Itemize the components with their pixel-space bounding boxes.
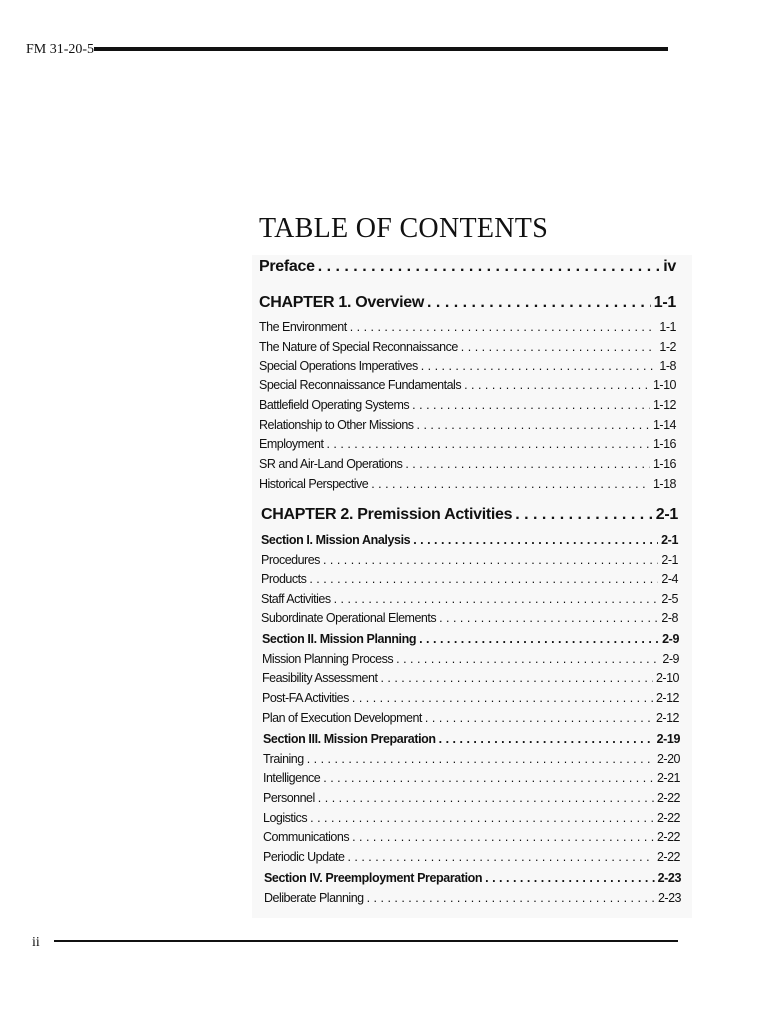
toc-entry-title: Periodic Update [263, 850, 345, 864]
toc-entry-page: 1-14 [652, 418, 676, 432]
toc-entry-row [259, 320, 676, 334]
toc-entry-title: Section III. Mission Preparation [263, 732, 436, 746]
toc-entry-title: Subordinate Operational Elements [261, 611, 437, 625]
toc-entry-title: Relationship to Other Missions [259, 418, 414, 432]
dot-leader [485, 871, 654, 885]
toc-entry-row [259, 378, 676, 392]
toc-entry-title: CHAPTER 1. Overview [259, 294, 425, 311]
toc-entry-page: 2-12 [655, 711, 679, 725]
dot-leader [310, 811, 654, 825]
dot-leader [419, 632, 659, 646]
toc-entry-page: 1-1 [653, 294, 676, 311]
toc-entry-title: Special Reconnaissance Fundamentals [259, 378, 462, 392]
toc-entry-page: 2-10 [655, 671, 679, 685]
toc-entry-title: Personnel [263, 791, 315, 805]
toc-section-row [263, 732, 680, 746]
dot-leader [412, 398, 650, 412]
toc-entry-page: 2-22 [656, 850, 680, 864]
toc-entry-row [259, 437, 676, 451]
dot-leader [352, 691, 653, 705]
toc-entry-page: 2-12 [655, 691, 679, 705]
toc-entry-title: Intelligence [263, 771, 321, 785]
toc-entry-title: Logistics [263, 811, 308, 825]
toc-entry-page: 2-23 [657, 871, 681, 885]
dot-leader [326, 437, 649, 451]
dot-leader [380, 671, 653, 685]
dot-leader [405, 457, 650, 471]
toc-entry-row [262, 691, 679, 705]
dot-leader [334, 592, 659, 606]
toc-section-row [262, 632, 679, 646]
toc-entry-title: Post-FA Activities [262, 691, 349, 705]
toc-entry-page: 2-20 [656, 752, 680, 766]
dot-leader [347, 850, 654, 864]
toc-entry-row [262, 652, 679, 666]
page-number: ii [32, 935, 40, 950]
toc-entry-row [262, 671, 679, 685]
document-id: FM 31-20-5 [26, 42, 95, 57]
toc-entry-page: 1-2 [659, 340, 676, 354]
dot-leader [425, 711, 653, 725]
toc-entry-row [259, 340, 676, 354]
toc-entry-title: Deliberate Planning [264, 891, 364, 905]
toc-entry-page: 2-4 [661, 572, 678, 586]
dot-leader [413, 533, 658, 547]
toc-entry-row [259, 457, 676, 471]
toc-entry-title: Special Operations Imperatives [259, 359, 418, 373]
toc-entry-page: 1-16 [652, 457, 676, 471]
toc-entry-page: 2-1 [661, 553, 678, 567]
toc-entry-page: iv [663, 258, 676, 275]
dot-leader [515, 506, 653, 524]
toc-entry-row [262, 711, 679, 725]
toc-entry-title: Staff Activities [261, 592, 331, 606]
dot-leader [350, 320, 657, 334]
toc-entry-title: Employment [259, 437, 324, 451]
toc-entry-title: Section I. Mission Analysis [261, 533, 411, 547]
toc-entry-page: 1-16 [652, 437, 676, 451]
toc-chapter-row [261, 506, 678, 524]
toc-entry-page: 2-22 [656, 811, 680, 825]
toc-entry-page: 2-1 [661, 533, 678, 547]
toc-entry-row [264, 891, 681, 905]
dot-leader [352, 830, 654, 844]
toc-entry-row [263, 752, 680, 766]
toc-entry-row [259, 418, 676, 432]
toc-entry-row [261, 553, 678, 567]
toc-entry-title: CHAPTER 2. Premission Activities [261, 506, 513, 523]
dot-leader [427, 294, 651, 312]
toc-entry-page: 1-12 [652, 398, 676, 412]
dot-leader [396, 652, 659, 666]
toc-section-row [261, 533, 678, 547]
toc-entry-page: 1-1 [659, 320, 676, 334]
dot-leader [318, 258, 661, 276]
toc-chapter-row [259, 294, 676, 312]
toc-section-row [264, 871, 681, 885]
toc-entry-title: Section II. Mission Planning [262, 632, 417, 646]
dot-leader [309, 572, 658, 586]
toc-entry-page: 1-8 [659, 359, 676, 373]
footer-rule [54, 940, 678, 942]
dot-leader [371, 477, 650, 491]
toc-entry-title: Procedures [261, 553, 320, 567]
toc-entry-page: 2-22 [656, 791, 680, 805]
toc-entry-page: 2-23 [657, 891, 681, 905]
toc-entry-title: Mission Planning Process [262, 652, 394, 666]
toc-entry-title: Plan of Execution Development [262, 711, 422, 725]
dot-leader [307, 752, 654, 766]
toc-entry-row [259, 477, 676, 491]
toc-entry-title: Section IV. Preemployment Preparation [264, 871, 483, 885]
dot-leader [318, 791, 654, 805]
toc-entry-page: 2-22 [656, 830, 680, 844]
header-rule [94, 47, 668, 51]
toc-entry-title: SR and Air-Land Operations [259, 457, 403, 471]
toc-entry-page: 2-21 [656, 771, 680, 785]
toc-entry-title: Communications [263, 830, 350, 844]
toc-entry-row [263, 811, 680, 825]
toc-entry-page: 1-10 [652, 378, 676, 392]
toc-entry-title: The Environment [259, 320, 347, 334]
toc-entry-page: 2-5 [661, 592, 678, 606]
dot-leader [323, 553, 658, 567]
dot-leader [439, 732, 654, 746]
toc-entry-row [263, 850, 680, 864]
toc-entry-page: 2-8 [661, 611, 678, 625]
dot-leader [417, 418, 650, 432]
dot-leader [367, 891, 655, 905]
dot-leader [421, 359, 657, 373]
toc-entry-title: Historical Perspective [259, 477, 369, 491]
toc-entry-page: 2-19 [656, 732, 680, 746]
toc-entry-row [261, 611, 678, 625]
toc-entry-title: Training [263, 752, 304, 766]
toc-entry-page: 1-18 [652, 477, 676, 491]
toc-entry-row [263, 771, 680, 785]
toc-entry-title: Battlefield Operating Systems [259, 398, 410, 412]
toc-entry-title: Preface [259, 258, 315, 275]
toc-entry-row [261, 592, 678, 606]
toc-preface-row [259, 258, 676, 276]
dot-leader [464, 378, 650, 392]
toc-title: TABLE OF CONTENTS [259, 213, 549, 244]
dot-leader [323, 771, 654, 785]
dot-leader [461, 340, 657, 354]
toc-entry-title: Products [261, 572, 307, 586]
toc-entry-page: 2-9 [662, 652, 679, 666]
toc-entry-row [261, 572, 678, 586]
toc-entry-row [263, 830, 680, 844]
toc-entry-row [263, 791, 680, 805]
toc-entry-row [259, 359, 676, 373]
dot-leader [439, 611, 658, 625]
toc-entry-page: 2-9 [662, 632, 679, 646]
toc-entry-row [259, 398, 676, 412]
toc-entry-title: The Nature of Special Reconnaissance [259, 340, 458, 354]
toc-entry-title: Feasibility Assessment [262, 671, 378, 685]
toc-entry-page: 2-1 [655, 506, 678, 523]
